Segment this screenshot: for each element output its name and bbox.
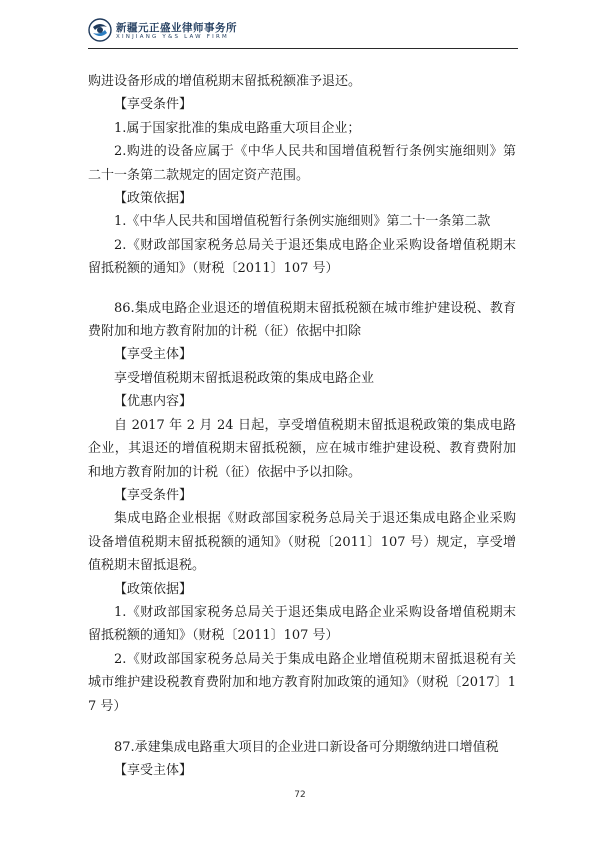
section-heading: 86.集成电路企业退还的增值税期末留抵税额在城市维护建设税、教育费附加和地方教育附加的计税（征）依据中扣除 xyxy=(88,300,516,340)
header-divider xyxy=(88,48,518,49)
law-firm-logo-icon xyxy=(88,18,112,42)
paragraph: 自 2017 年 2 月 24 日起，享受增值税期末留抵退税政策的集成电路企业，其退还的增值税期末留抵税额，应在城市维护建设税、教育费附加和地方教育附加的计税（征）依据中予以扣除。 xyxy=(88,417,516,480)
page-number: 72 xyxy=(294,790,306,800)
paragraph: 【享受主体】 xyxy=(114,347,193,363)
paragraph: 1.《中华人民共和国增值税暂行条例实施细则》第二十一条第二款 xyxy=(114,214,491,230)
paragraph: 享受增值税期末留抵退税政策的集成电路企业 xyxy=(114,370,375,386)
paragraph: 【享受条件】 xyxy=(114,487,193,503)
section-heading: 87.承建集成电路重大项目的企业进口新设备可分期缴纳进口增值税 xyxy=(114,739,499,755)
paragraph: 【享受主体】 xyxy=(114,763,193,779)
paragraph: 购进设备形成的增值税期末留抵税额准予退还。 xyxy=(88,74,362,89)
paragraph: 2.《财政部国家税务总局关于集成电路企业增值税期末留抵退税有关城市维护建设税教育费附加和地方教育附加政策的通知》（财税〔2017〕17 号） xyxy=(88,651,516,714)
page-header xyxy=(88,18,518,58)
document-body xyxy=(88,70,516,783)
paragraph: 1.《财政部国家税务总局关于退还集成电路企业采购设备增值税期末留抵税额的通知》（财税〔2011〕107 号） xyxy=(88,604,516,644)
firm-name-english: XINJIANG Y&S LAW FIRM xyxy=(116,34,229,40)
paragraph: 1.属于国家批准的集成电路重大项目企业； xyxy=(114,120,361,136)
paragraph: 【享受条件】 xyxy=(114,97,193,113)
paragraph: 2.《财政部国家税务总局关于退还集成电路企业采购设备增值税期末留抵税额的通知》（财税〔2011〕107 号） xyxy=(88,237,516,277)
paragraph: 【政策依据】 xyxy=(114,581,193,597)
paragraph: 2.购进的设备应属于《中华人民共和国增值税暂行条例实施细则》第二十一条第二款规定的固定资产范围。 xyxy=(88,144,516,183)
paragraph: 集成电路企业根据《财政部国家税务总局关于退还集成电路企业采购设备增值税期末留抵税额的通知》（财税〔2011〕107 号）规定，享受增值税期末留抵退税。 xyxy=(88,511,516,574)
paragraph: 【政策依据】 xyxy=(114,191,193,207)
paragraph: 【优惠内容】 xyxy=(114,394,193,410)
firm-name-chinese: 新疆元正盛业律师事务所 xyxy=(116,22,237,34)
